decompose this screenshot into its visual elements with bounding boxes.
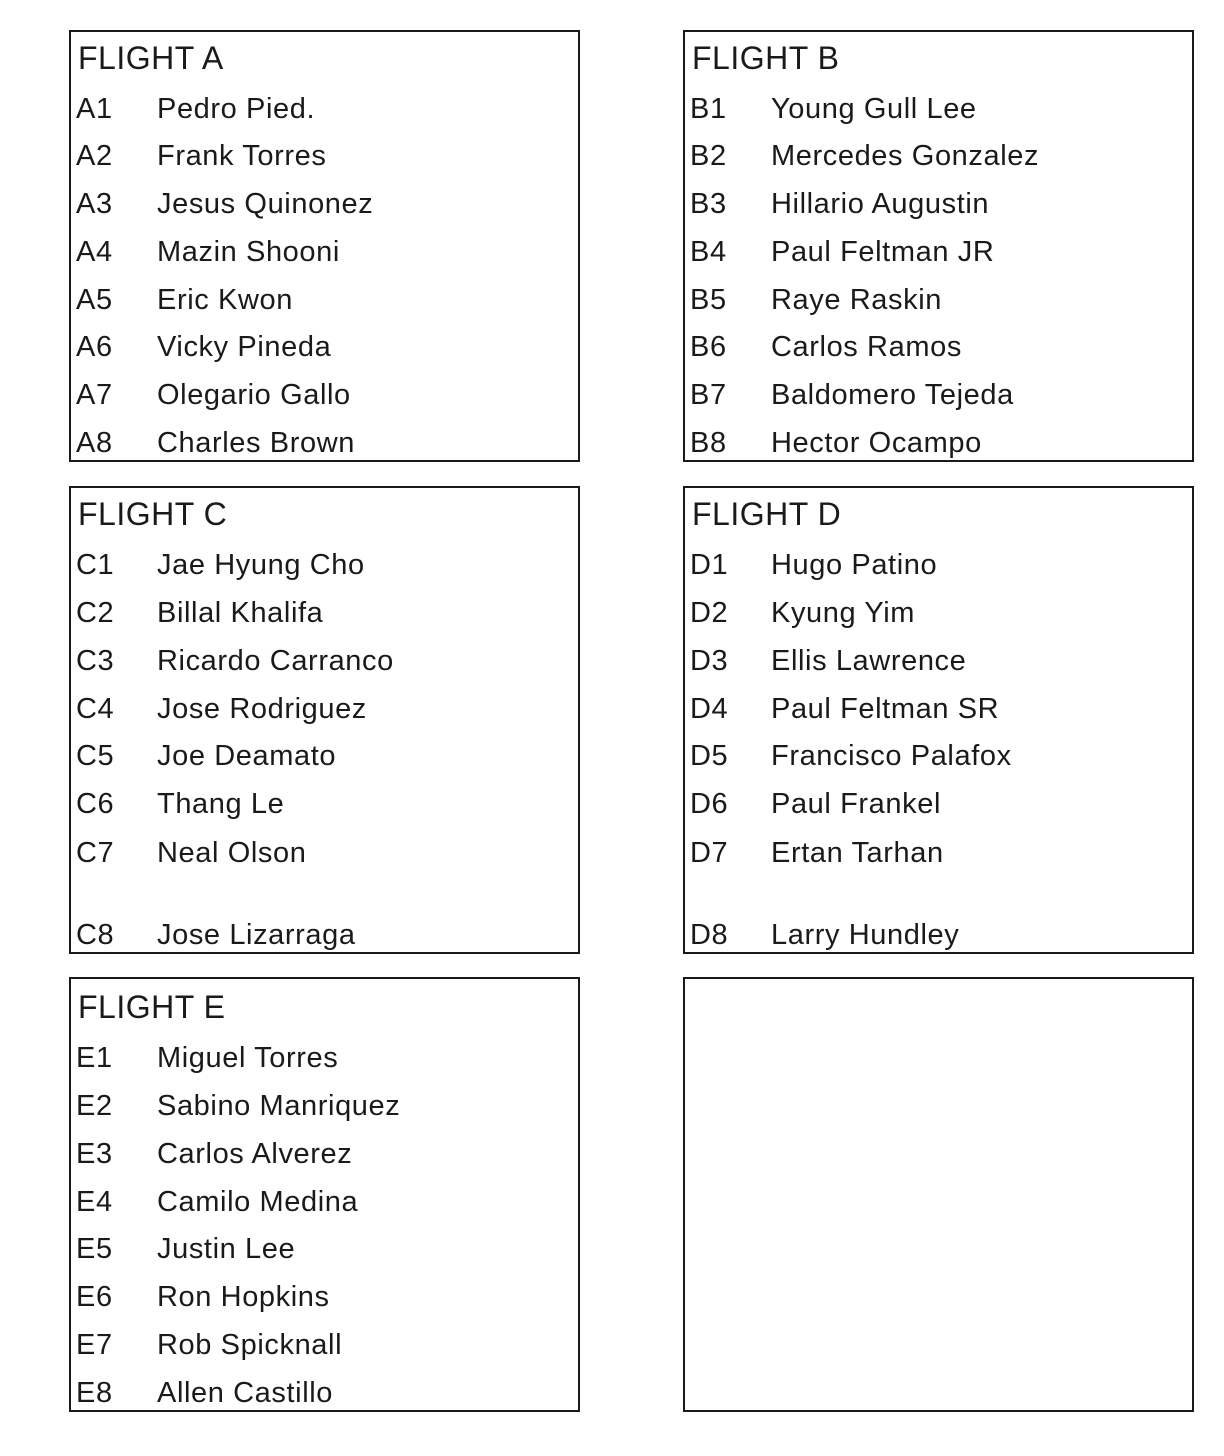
player-row bbox=[76, 1231, 576, 1267]
player-code: C3 bbox=[76, 645, 115, 677]
player-code: C5 bbox=[76, 740, 115, 772]
player-code: E2 bbox=[76, 1090, 113, 1122]
player-code: B2 bbox=[690, 140, 727, 172]
player-row bbox=[76, 1279, 576, 1315]
player-code: C1 bbox=[76, 549, 115, 581]
player-code: D8 bbox=[690, 919, 729, 951]
flight-title: FLIGHT A bbox=[78, 40, 224, 76]
player-name: Ricardo Carranco bbox=[157, 645, 394, 677]
player-row bbox=[76, 1136, 576, 1172]
player-name: Sabino Manriquez bbox=[157, 1090, 401, 1122]
player-name: Paul Feltman SR bbox=[771, 693, 1000, 725]
player-name: Hillario Augustin bbox=[771, 188, 990, 220]
player-row bbox=[76, 186, 576, 222]
flight-c-box bbox=[69, 486, 580, 954]
flight-title: FLIGHT D bbox=[692, 496, 842, 532]
player-row bbox=[690, 377, 1190, 413]
player-code: B5 bbox=[690, 284, 727, 316]
player-row bbox=[76, 835, 576, 871]
player-name: Miguel Torres bbox=[157, 1042, 339, 1074]
player-row bbox=[76, 595, 576, 631]
player-name: Rob Spicknall bbox=[157, 1329, 343, 1361]
player-code: B4 bbox=[690, 236, 727, 268]
player-code: E5 bbox=[76, 1233, 113, 1265]
player-name: Hugo Patino bbox=[771, 549, 938, 581]
player-code: C4 bbox=[76, 693, 115, 725]
player-name: Frank Torres bbox=[157, 140, 327, 172]
player-row bbox=[690, 138, 1190, 174]
player-row bbox=[76, 691, 576, 727]
player-code: D6 bbox=[690, 788, 729, 820]
player-name: Neal Olson bbox=[157, 837, 307, 869]
player-row bbox=[690, 282, 1190, 318]
player-name: Carlos Ramos bbox=[771, 331, 962, 363]
player-name: Pedro Pied. bbox=[157, 93, 316, 125]
player-code: A6 bbox=[76, 331, 113, 363]
flight-d-box bbox=[683, 486, 1194, 954]
player-code: A5 bbox=[76, 284, 113, 316]
player-name: Raye Raskin bbox=[771, 284, 942, 316]
player-name: Joe Deamato bbox=[157, 740, 337, 772]
player-code: A2 bbox=[76, 140, 113, 172]
player-code: C7 bbox=[76, 837, 115, 869]
player-code: B3 bbox=[690, 188, 727, 220]
player-row bbox=[76, 917, 576, 953]
player-name: Paul Frankel bbox=[771, 788, 941, 820]
player-code: D7 bbox=[690, 837, 729, 869]
player-code: D5 bbox=[690, 740, 729, 772]
player-name: Ellis Lawrence bbox=[771, 645, 967, 677]
player-row bbox=[76, 643, 576, 679]
player-code: D4 bbox=[690, 693, 729, 725]
player-code: E3 bbox=[76, 1138, 113, 1170]
player-row bbox=[76, 234, 576, 270]
flight-title: FLIGHT E bbox=[78, 989, 226, 1025]
player-row bbox=[690, 643, 1190, 679]
player-code: B1 bbox=[690, 93, 727, 125]
player-row bbox=[76, 547, 576, 583]
player-row bbox=[690, 917, 1190, 953]
player-name: Thang Le bbox=[157, 788, 285, 820]
player-row bbox=[76, 138, 576, 174]
player-row bbox=[690, 786, 1190, 822]
empty-box bbox=[683, 977, 1194, 1412]
player-row bbox=[690, 91, 1190, 127]
player-name: Vicky Pineda bbox=[157, 331, 332, 363]
player-row bbox=[76, 1040, 576, 1076]
player-name: Ron Hopkins bbox=[157, 1281, 330, 1313]
player-code: A1 bbox=[76, 93, 113, 125]
player-name: Jose Rodriguez bbox=[157, 693, 367, 725]
player-name: Carlos Alverez bbox=[157, 1138, 353, 1170]
player-code: A8 bbox=[76, 427, 113, 459]
player-code: B6 bbox=[690, 331, 727, 363]
player-name: Jae Hyung Cho bbox=[157, 549, 365, 581]
player-row bbox=[690, 547, 1190, 583]
flight-title: FLIGHT C bbox=[78, 496, 228, 532]
player-code: E4 bbox=[76, 1186, 113, 1218]
player-code: E8 bbox=[76, 1377, 113, 1409]
player-name: Allen Castillo bbox=[157, 1377, 334, 1409]
player-row bbox=[76, 329, 576, 365]
player-row bbox=[76, 91, 576, 127]
player-row bbox=[690, 186, 1190, 222]
player-row bbox=[690, 691, 1190, 727]
player-name: Justin Lee bbox=[157, 1233, 296, 1265]
player-row bbox=[690, 329, 1190, 365]
player-name: Young Gull Lee bbox=[771, 93, 977, 125]
player-name: Mercedes Gonzalez bbox=[771, 140, 1040, 172]
player-row bbox=[76, 377, 576, 413]
player-name: Eric Kwon bbox=[157, 284, 293, 316]
player-code: E7 bbox=[76, 1329, 113, 1361]
player-name: Larry Hundley bbox=[771, 919, 960, 951]
player-name: Billal Khalifa bbox=[157, 597, 324, 629]
player-name: Baldomero Tejeda bbox=[771, 379, 1014, 411]
player-name: Hector Ocampo bbox=[771, 427, 982, 459]
player-name: Francisco Palafox bbox=[771, 740, 1012, 772]
player-row bbox=[76, 786, 576, 822]
player-row bbox=[690, 595, 1190, 631]
player-code: A4 bbox=[76, 236, 113, 268]
player-code: B7 bbox=[690, 379, 727, 411]
flight-b-box bbox=[683, 30, 1194, 462]
player-code: D2 bbox=[690, 597, 729, 629]
player-name: Ertan Tarhan bbox=[771, 837, 944, 869]
player-code: E1 bbox=[76, 1042, 113, 1074]
player-name: Olegario Gallo bbox=[157, 379, 351, 411]
player-name: Kyung Yim bbox=[771, 597, 916, 629]
player-name: Jesus Quinonez bbox=[157, 188, 374, 220]
player-name: Camilo Medina bbox=[157, 1186, 359, 1218]
player-name: Paul Feltman JR bbox=[771, 236, 995, 268]
player-code: A7 bbox=[76, 379, 113, 411]
player-row bbox=[76, 1327, 576, 1363]
player-row bbox=[690, 738, 1190, 774]
player-code: D1 bbox=[690, 549, 729, 581]
player-code: C2 bbox=[76, 597, 115, 629]
player-name: Charles Brown bbox=[157, 427, 355, 459]
flight-a-box bbox=[69, 30, 580, 462]
player-row bbox=[76, 282, 576, 318]
player-row bbox=[76, 1375, 576, 1411]
player-row bbox=[76, 1184, 576, 1220]
player-name: Mazin Shooni bbox=[157, 236, 340, 268]
player-row bbox=[76, 425, 576, 461]
flight-e-box bbox=[69, 977, 580, 1412]
player-code: C8 bbox=[76, 919, 115, 951]
player-code: A3 bbox=[76, 188, 113, 220]
player-code: B8 bbox=[690, 427, 727, 459]
player-code: D3 bbox=[690, 645, 729, 677]
player-code: E6 bbox=[76, 1281, 113, 1313]
player-code: C6 bbox=[76, 788, 115, 820]
player-row bbox=[76, 738, 576, 774]
player-row bbox=[76, 1088, 576, 1124]
player-row bbox=[690, 234, 1190, 270]
flight-title: FLIGHT B bbox=[692, 40, 840, 76]
player-row bbox=[690, 425, 1190, 461]
player-name: Jose Lizarraga bbox=[157, 919, 356, 951]
player-row bbox=[690, 835, 1190, 871]
